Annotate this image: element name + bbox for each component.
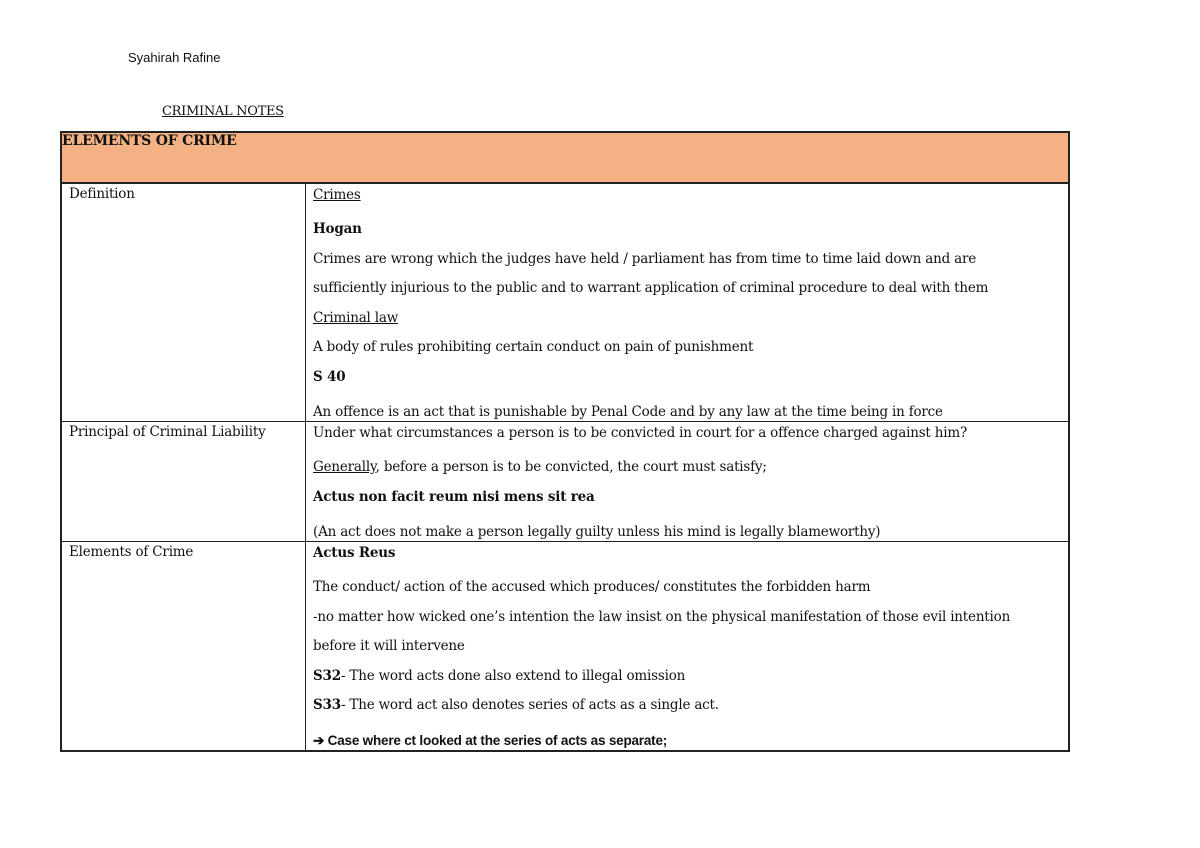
- notes-table: [60, 131, 1070, 752]
- content-line: Hogan: [313, 221, 362, 237]
- content-line: Crimes: [313, 187, 361, 203]
- content-line: (An act does not make a person legally guilty unless his mind is legally blameworthy): [313, 524, 881, 540]
- content-line: [313, 691, 1061, 721]
- content-fragment: S33: [313, 697, 341, 713]
- content-line: Actus non facit reum nisi mens sit rea: [313, 488, 595, 505]
- table-row: [61, 422, 1069, 542]
- row-content: [306, 542, 1070, 751]
- content-line: Crimes are wrong which the judges have held / parliament has from time to time laid down and are: [313, 250, 977, 267]
- content-fragment: , before a person is to be convicted, the court must satisfy;: [375, 459, 767, 475]
- table-row: [61, 542, 1069, 751]
- content-fragment: S32: [313, 667, 341, 684]
- content-line: Criminal law: [313, 309, 399, 326]
- content-line: S 40: [313, 368, 346, 385]
- content-fragment: - The word acts done also extend to illegal omission: [340, 667, 686, 684]
- content-line: A body of rules prohibiting certain conduct on pain of punishment: [313, 339, 754, 355]
- content-line: ➔ Case where ct looked at the series of acts as separate;: [313, 732, 668, 748]
- document-title: CRIMINAL NOTES: [162, 104, 284, 119]
- row-content: [306, 422, 1070, 542]
- row-content: [306, 183, 1070, 422]
- content-line: -no matter how wicked one’s intention the law insist on the physical manifestation of those evil intention: [313, 608, 1011, 625]
- row-label: Definition: [61, 183, 306, 422]
- row-label: Elements of Crime: [61, 542, 306, 751]
- content-line: [313, 453, 1061, 483]
- table-header: ELEMENTS OF CRIME: [61, 132, 1069, 183]
- content-line: before it will intervene: [313, 638, 465, 654]
- content-line: Actus Reus: [313, 545, 396, 561]
- content-line: [313, 662, 1061, 692]
- content-line: The conduct/ action of the accused which produces/ constitutes the forbidden harm: [313, 579, 871, 595]
- row-label: Principal of Criminal Liability: [61, 422, 306, 542]
- content-fragment: - The word act also denotes series of acts as a single act.: [340, 697, 719, 713]
- content-fragment: Generally: [313, 459, 376, 475]
- table-header-row: [61, 132, 1069, 183]
- content-line: Under what circumstances a person is to be convicted in court for a offence charged against him?: [313, 425, 968, 441]
- content-line: An offence is an act that is punishable by Penal Code and by any law at the time being in force: [313, 404, 943, 420]
- content-line: sufficiently injurious to the public and to warrant application of criminal procedure to deal with them: [313, 280, 989, 296]
- table-row: [61, 183, 1069, 422]
- author-name: Syahirah Rafine: [128, 50, 221, 65]
